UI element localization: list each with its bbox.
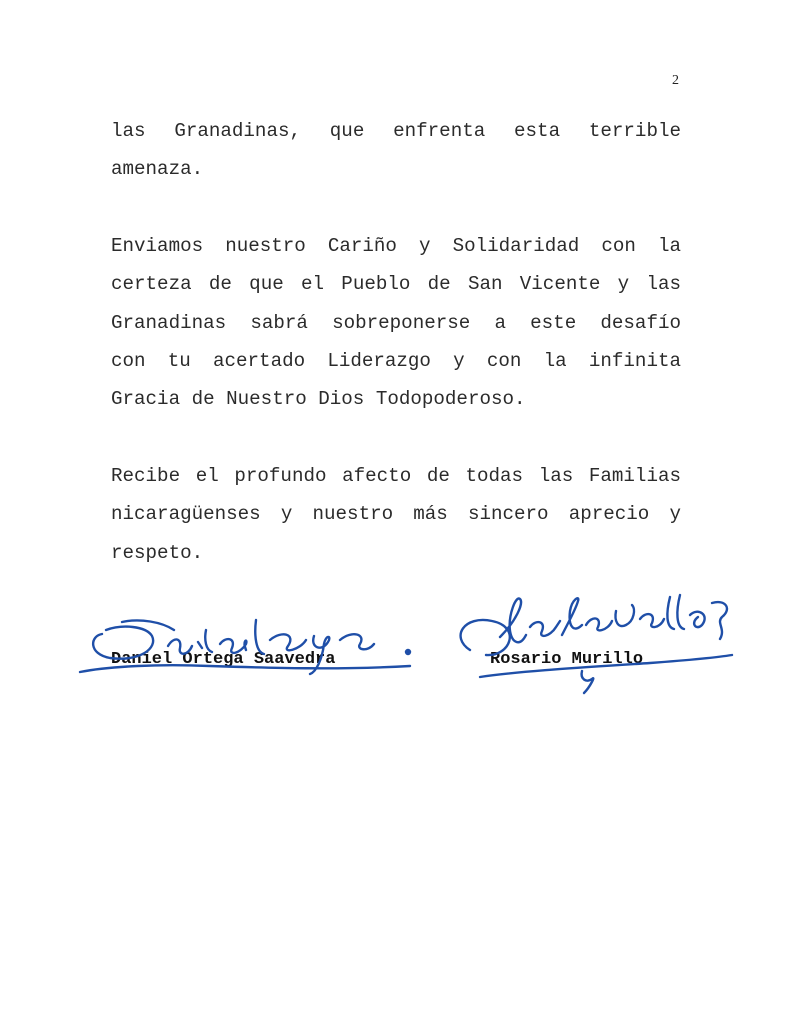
text-line: las Granadinas, que enfrenta esta terrible — [111, 120, 681, 142]
text-line: Enviamos nuestro Cariño y Solidaridad con la — [111, 235, 681, 257]
text-line: nicaragüenses y nuestro más sincero aprecio y — [111, 503, 681, 526]
page-number: 2 — [672, 73, 679, 88]
paragraph-closing-sentence — [111, 112, 681, 189]
text-line: respeto. — [111, 541, 204, 564]
signatory-name-left: Daniel Ortega Saavedra — [111, 650, 336, 669]
signatory-name-right: Rosario Murillo — [490, 650, 644, 669]
paragraph-solidarity — [111, 227, 681, 418]
paragraph-regards — [111, 457, 681, 572]
text-line: Recibe el profundo afecto de todas las Familias — [111, 465, 681, 487]
handwritten-signature-right — [450, 575, 740, 695]
text-line: Granadinas sabrá sobreponerse a este desafío — [111, 311, 681, 334]
text-line: con tu acertado Liderazgo y con la infinita — [111, 349, 681, 372]
text-line: amenaza. — [111, 158, 204, 181]
handwritten-signature-left — [70, 600, 430, 700]
text-line: Gracia de Nuestro Dios Todopoderoso. — [111, 388, 526, 411]
text-line: certeza de que el Pueblo de San Vicente y las — [111, 273, 681, 296]
